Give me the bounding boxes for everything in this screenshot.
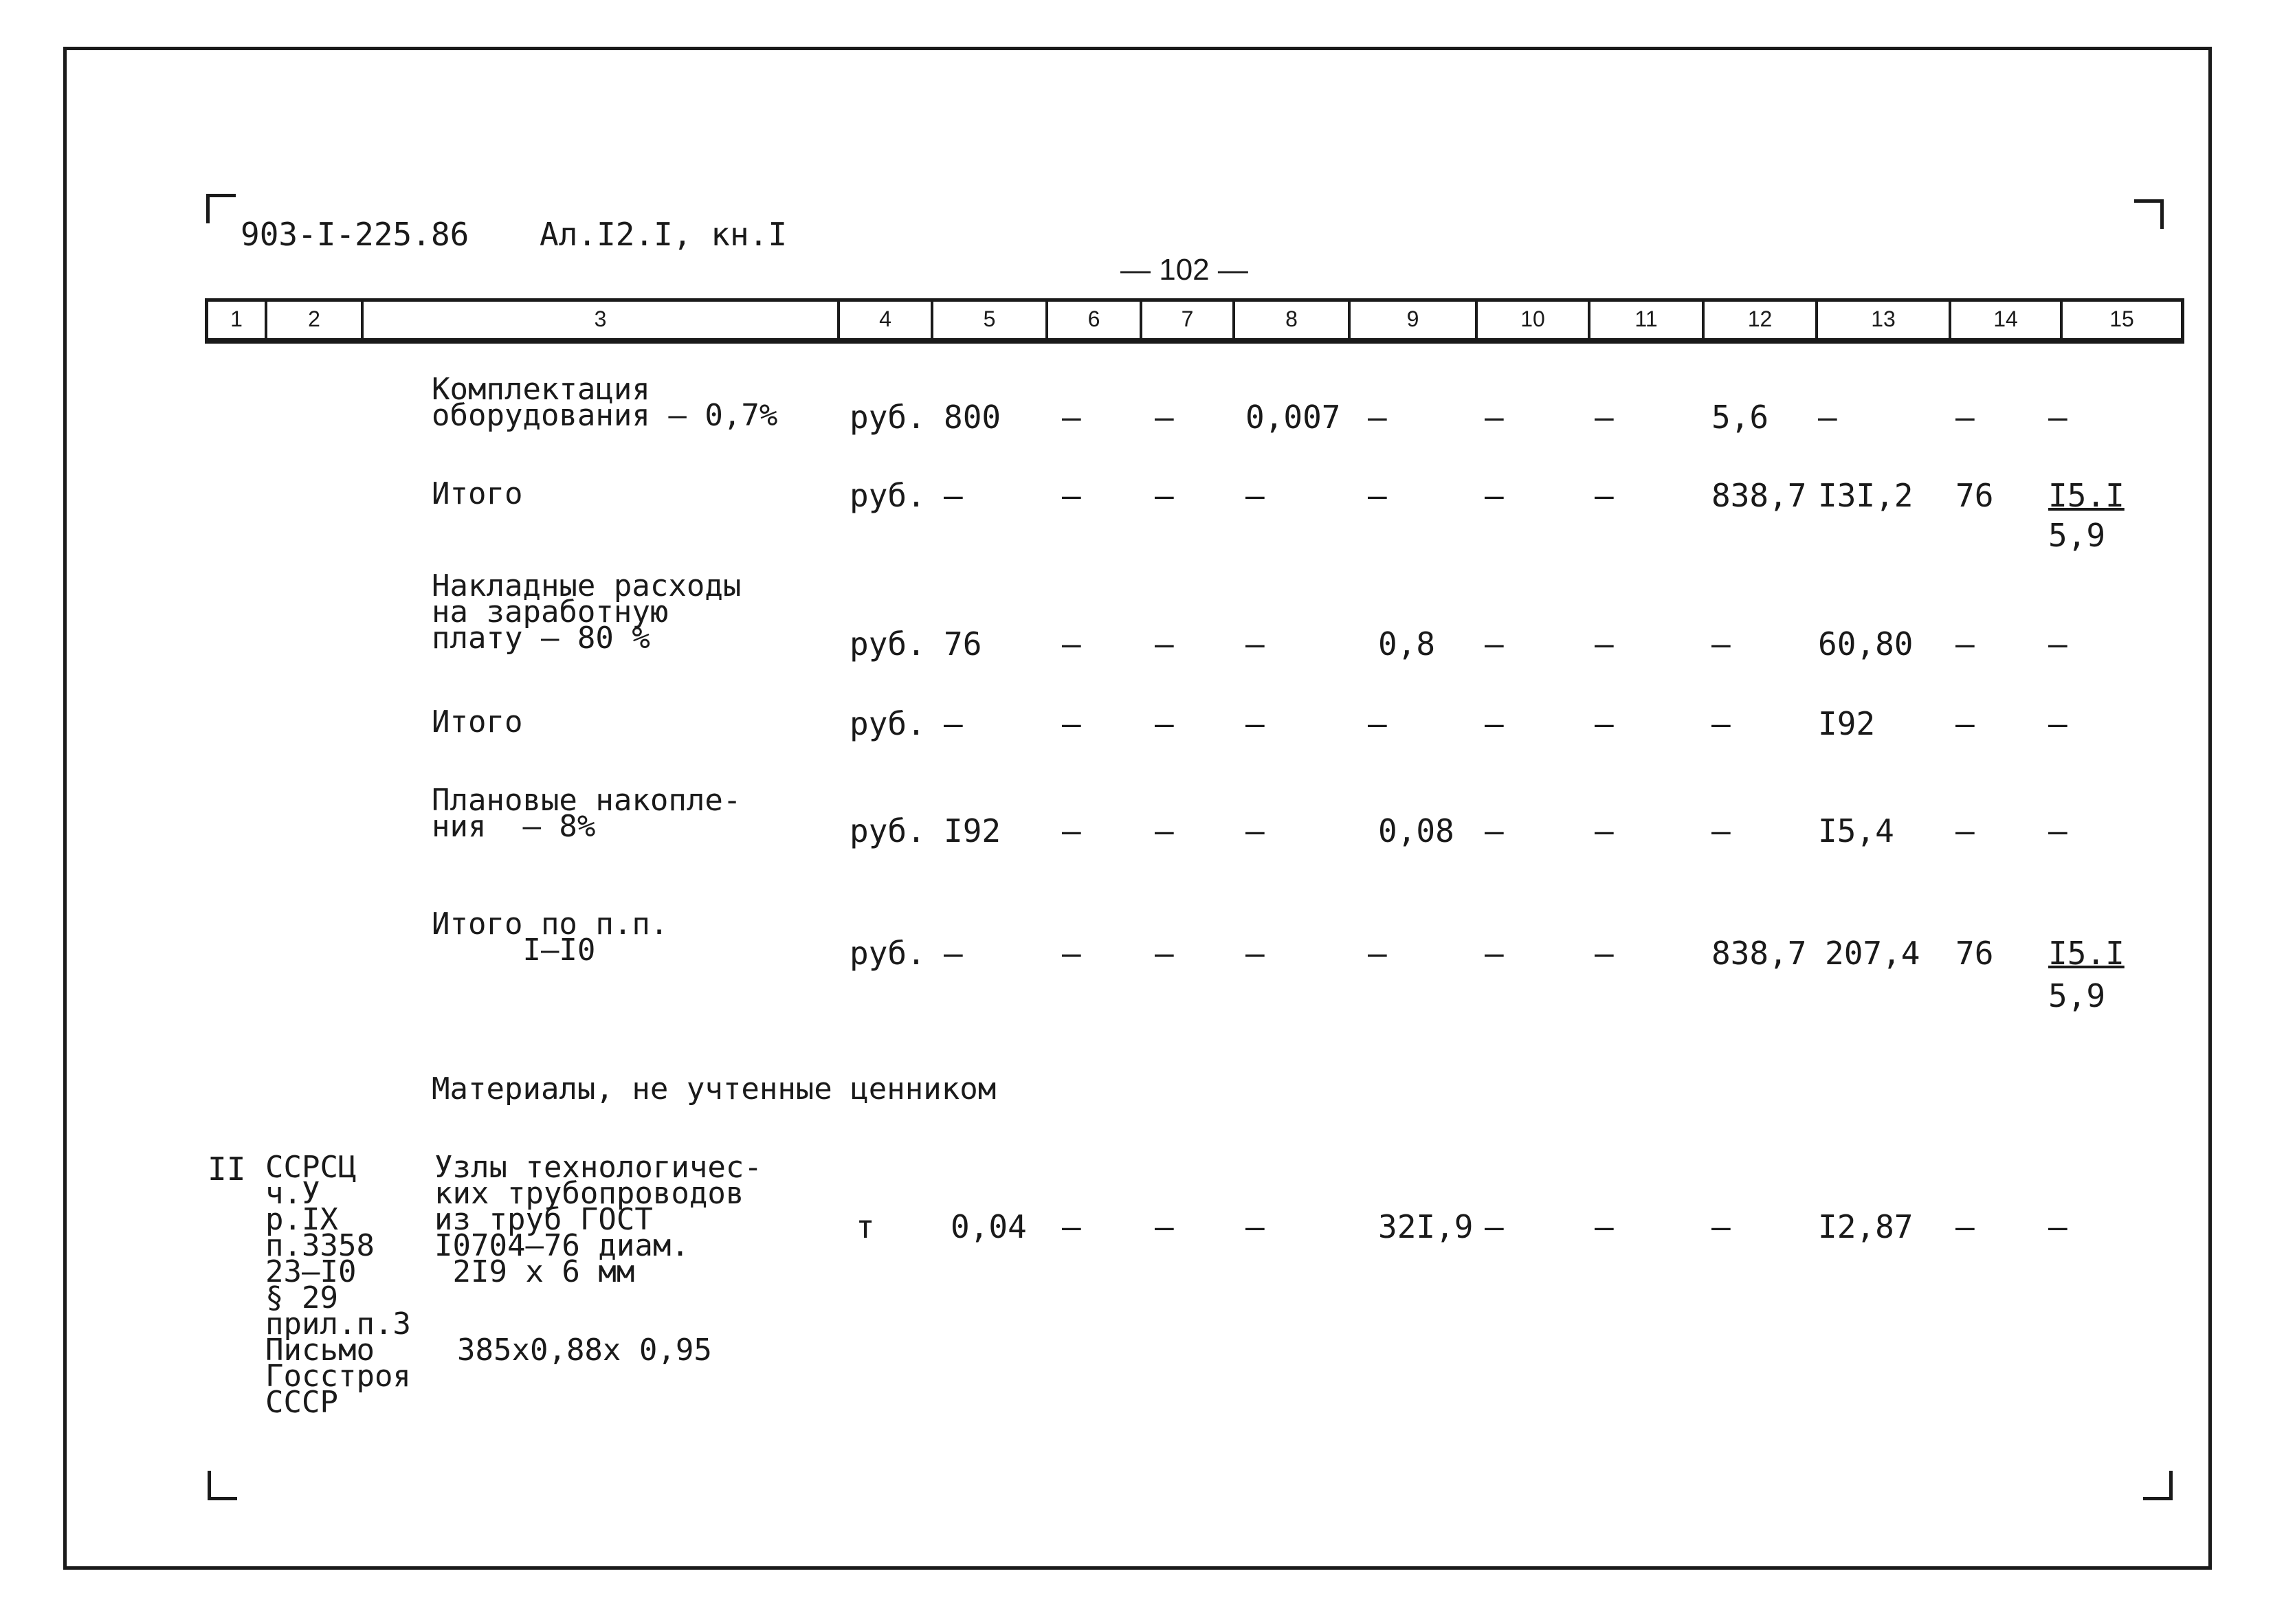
row-col-9: – bbox=[1368, 477, 1387, 514]
column-header-row bbox=[205, 298, 2184, 344]
item-col-6: – bbox=[1062, 1208, 1081, 1245]
row-col-9: – bbox=[1368, 935, 1387, 972]
row-unit: руб. bbox=[850, 399, 926, 436]
row-col-11: – bbox=[1595, 399, 1614, 436]
row-col-9: 0,08 bbox=[1378, 812, 1454, 849]
row-col-8: – bbox=[1245, 705, 1265, 742]
row-col-14: 76 bbox=[1955, 477, 1994, 514]
row-unit: руб. bbox=[850, 625, 926, 663]
row-col-15: – bbox=[2048, 399, 2067, 436]
row-col-10: – bbox=[1485, 705, 1504, 742]
row-col-5: 76 bbox=[944, 625, 982, 663]
item-col-11: – bbox=[1595, 1208, 1614, 1245]
column-header-12: 12 bbox=[1705, 302, 1818, 338]
column-header-13: 13 bbox=[1818, 302, 1951, 338]
row-col-7: – bbox=[1155, 935, 1174, 972]
document-code: 903-I-225.86 bbox=[241, 216, 469, 253]
column-header-7: 7 bbox=[1142, 302, 1235, 338]
row-col-8: – bbox=[1245, 812, 1265, 849]
row-col-5: – bbox=[944, 935, 963, 972]
row-col-13: I3I,2 bbox=[1818, 477, 1914, 514]
row-col-12: 838,7 bbox=[1711, 477, 1807, 514]
item-col-5: 0,04 bbox=[951, 1208, 1027, 1245]
section-title: Материалы, не учтенные ценником bbox=[432, 1071, 997, 1106]
row-col-13: I92 bbox=[1818, 705, 1876, 742]
row-col-8: 0,007 bbox=[1245, 399, 1341, 436]
row-col-7: – bbox=[1155, 625, 1174, 663]
row-col-12: 5,6 bbox=[1711, 399, 1769, 436]
row-col-15-denominator: 5,9 bbox=[2048, 977, 2106, 1014]
row-label: Накладные расходы на заработную плату – 80 % bbox=[432, 568, 742, 656]
page-number: — 102 — bbox=[1120, 253, 1248, 287]
column-header-6: 6 bbox=[1048, 302, 1142, 338]
item-col-10: – bbox=[1485, 1208, 1504, 1245]
row-col-12: 838,7 bbox=[1711, 935, 1807, 972]
item-col-15: – bbox=[2048, 1208, 2067, 1245]
row-unit: руб. bbox=[850, 477, 926, 514]
row-label: Итого bbox=[432, 476, 523, 511]
row-col-15-denominator: 5,9 bbox=[2048, 517, 2106, 554]
item-description: Узлы технологичес- ких трубопроводов из труб ГОСТ I0704–76 диам. 2I9 х 6 мм bbox=[434, 1150, 762, 1289]
column-header-9: 9 bbox=[1351, 302, 1478, 338]
row-col-15-numerator: I5.I bbox=[2048, 935, 2125, 972]
row-col-13: – bbox=[1818, 399, 1837, 436]
column-header-3: 3 bbox=[364, 302, 840, 338]
row-col-15: – bbox=[2048, 625, 2067, 663]
row-col-13: I5,4 bbox=[1818, 812, 1894, 849]
row-col-7: – bbox=[1155, 812, 1174, 849]
corner-mark-bottom-left bbox=[208, 1471, 237, 1500]
item-col-12: – bbox=[1711, 1208, 1731, 1245]
column-header-2: 2 bbox=[267, 302, 364, 338]
row-col-6: – bbox=[1062, 705, 1081, 742]
row-col-14: – bbox=[1955, 625, 1975, 663]
row-unit: руб. bbox=[850, 705, 926, 742]
album-reference: Ал.I2.I, кн.I bbox=[540, 216, 788, 253]
row-col-11: – bbox=[1595, 935, 1614, 972]
row-col-7: – bbox=[1155, 705, 1174, 742]
column-header-15: 15 bbox=[2109, 307, 2134, 331]
row-label: Итого по п.п. I–I0 bbox=[432, 906, 669, 968]
row-col-15-numerator: I5.I bbox=[2048, 477, 2125, 514]
row-col-6: – bbox=[1062, 399, 1081, 436]
row-col-12: – bbox=[1711, 625, 1731, 663]
row-col-13: 207,4 bbox=[1825, 935, 1920, 972]
row-col-12: – bbox=[1711, 812, 1731, 849]
row-col-14: 76 bbox=[1955, 935, 1994, 972]
row-col-6: – bbox=[1062, 935, 1081, 972]
column-header-14: 14 bbox=[1951, 302, 2063, 338]
row-col-11: – bbox=[1595, 477, 1614, 514]
row-col-5: I92 bbox=[944, 812, 1001, 849]
row-col-7: – bbox=[1155, 399, 1174, 436]
row-col-8: – bbox=[1245, 935, 1265, 972]
corner-mark-bottom-right bbox=[2143, 1471, 2173, 1500]
item-formula: 385х0,88х 0,95 bbox=[457, 1333, 712, 1368]
row-col-15: – bbox=[2048, 705, 2067, 742]
row-col-15: – bbox=[2048, 812, 2067, 849]
corner-mark-top-left bbox=[206, 194, 236, 223]
row-col-14: – bbox=[1955, 812, 1975, 849]
row-col-10: – bbox=[1485, 812, 1504, 849]
row-col-11: – bbox=[1595, 705, 1614, 742]
item-number: II bbox=[208, 1150, 246, 1188]
row-label: Плановые накопле- ния – 8% bbox=[432, 783, 742, 844]
row-unit: руб. bbox=[850, 935, 926, 972]
column-header-10: 10 bbox=[1478, 302, 1590, 338]
column-header-4: 4 bbox=[840, 302, 933, 338]
row-col-6: – bbox=[1062, 477, 1081, 514]
column-header-5: 5 bbox=[933, 302, 1048, 338]
corner-mark-top-right bbox=[2134, 199, 2164, 229]
item-col-7: – bbox=[1155, 1208, 1174, 1245]
row-col-11: – bbox=[1595, 625, 1614, 663]
row-col-10: – bbox=[1485, 935, 1504, 972]
row-col-14: – bbox=[1955, 399, 1975, 436]
item-col-8: – bbox=[1245, 1208, 1265, 1245]
row-col-5: – bbox=[944, 705, 963, 742]
row-unit: руб. bbox=[850, 812, 926, 849]
row-col-10: – bbox=[1485, 477, 1504, 514]
column-header-8: 8 bbox=[1235, 302, 1351, 338]
column-header-1: 1 bbox=[208, 302, 267, 338]
item-col-9: 32I,9 bbox=[1378, 1208, 1474, 1245]
row-col-8: – bbox=[1245, 477, 1265, 514]
row-col-13: 60,80 bbox=[1818, 625, 1914, 663]
item-col-13: I2,87 bbox=[1818, 1208, 1914, 1245]
row-label: Итого bbox=[432, 704, 523, 739]
row-col-8: – bbox=[1245, 625, 1265, 663]
row-col-10: – bbox=[1485, 625, 1504, 663]
row-col-9: – bbox=[1368, 705, 1387, 742]
row-col-9: 0,8 bbox=[1378, 625, 1436, 663]
row-col-7: – bbox=[1155, 477, 1174, 514]
item-unit: т bbox=[856, 1208, 875, 1245]
row-col-14: – bbox=[1955, 705, 1975, 742]
row-col-5: – bbox=[944, 477, 963, 514]
item-reference: ССРСЦ ч.У р.IX п.3358 23–I0 § 29 прил.п.3 Письмо Госстроя СССР bbox=[265, 1150, 411, 1420]
row-col-5: 800 bbox=[944, 399, 1001, 436]
row-col-6: – bbox=[1062, 625, 1081, 663]
item-col-14: – bbox=[1955, 1208, 1975, 1245]
row-col-11: – bbox=[1595, 812, 1614, 849]
row-col-12: – bbox=[1711, 705, 1731, 742]
row-col-6: – bbox=[1062, 812, 1081, 849]
row-label: Комплектация оборудования – 0,7% bbox=[432, 372, 778, 433]
row-col-9: – bbox=[1368, 399, 1387, 436]
column-header-11: 11 bbox=[1590, 302, 1705, 338]
row-col-10: – bbox=[1485, 399, 1504, 436]
